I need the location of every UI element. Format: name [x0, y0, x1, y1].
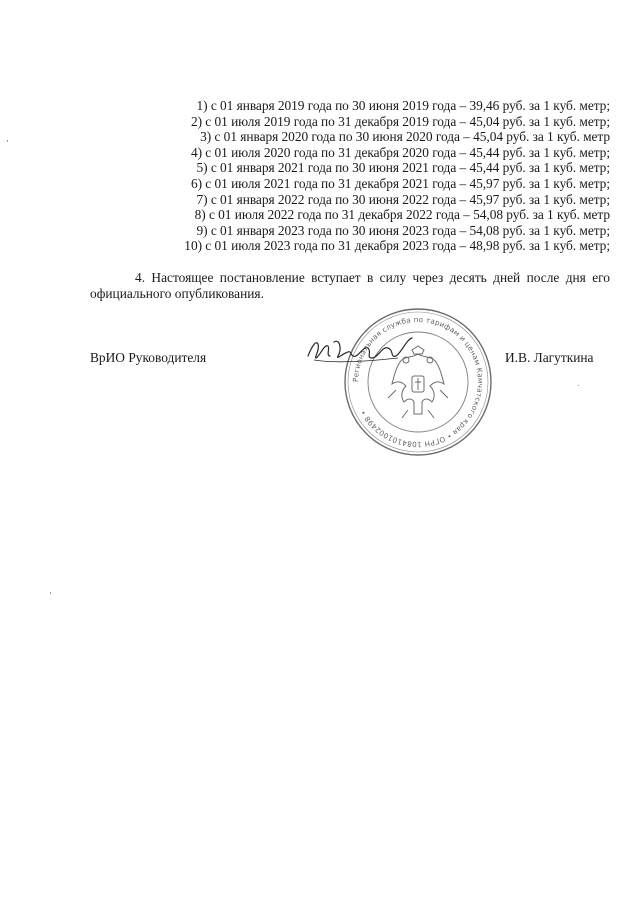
tariff-line: 1) с 01 января 2019 года по 30 июня 2019 года – 39,46 руб. за 1 куб. метр;: [196, 98, 610, 113]
handwritten-signature: [302, 330, 422, 368]
tariff-line: 4) с 01 июля 2020 года по 31 декабря 2020 года – 45,44 руб. за 1 куб. метр;: [190, 144, 610, 160]
tariff-line: 6) с 01 июля 2021 года по 31 декабря 2021 года – 45,97 руб. за 1 куб. метр;: [190, 175, 610, 191]
tariff-line: 9) с 01 января 2023 года по 30 июня 2023 года – 54,08 руб. за 1 куб. метр;: [196, 222, 610, 238]
scan-speck: [7, 140, 8, 142]
tariff-line: 2) с 01 июля 2019 года по 31 декабря 2019 года – 45,04 руб. за 1 куб. метр;: [190, 113, 610, 129]
tariff-line: 7) с 01 января 2022 года по 30 июня 2022 года – 45,97 руб. за 1 куб. метр;: [196, 191, 610, 207]
signer-position: ВрИО Руководителя: [90, 350, 207, 365]
tariff-line: 8) с 01 июля 2022 года по 31 декабря 2022 года – 54,08 руб. за 1 куб. метр: [194, 207, 610, 223]
tariff-line: 10) с 01 июля 2023 года по 31 декабря 2023 года – 48,98 руб. за 1 куб. метр;: [184, 238, 610, 254]
effective-date-paragraph: 4. Настоящее постановление вступает в силу через десять дней после дня его официального опубликования.: [90, 270, 610, 301]
tariff-list: [90, 98, 610, 254]
tariff-line: 5) с 01 января 2021 года по 30 июня 2021 года – 45,44 руб. за 1 куб. метр;: [196, 160, 610, 176]
seal-ring-text: Региональная служба по тарифам и ценам Камчатского края • ОГРН 1084101002498 •: [350, 314, 486, 450]
scan-speck: [50, 592, 51, 594]
scan-speck: [578, 385, 579, 386]
tariff-line: 3) с 01 января 2020 года по 30 июня 2020 года – 45,04 руб. за 1 куб. метр: [200, 129, 610, 145]
signer-name: И.В. Лагуткина: [505, 350, 594, 365]
official-seal: [342, 306, 494, 458]
